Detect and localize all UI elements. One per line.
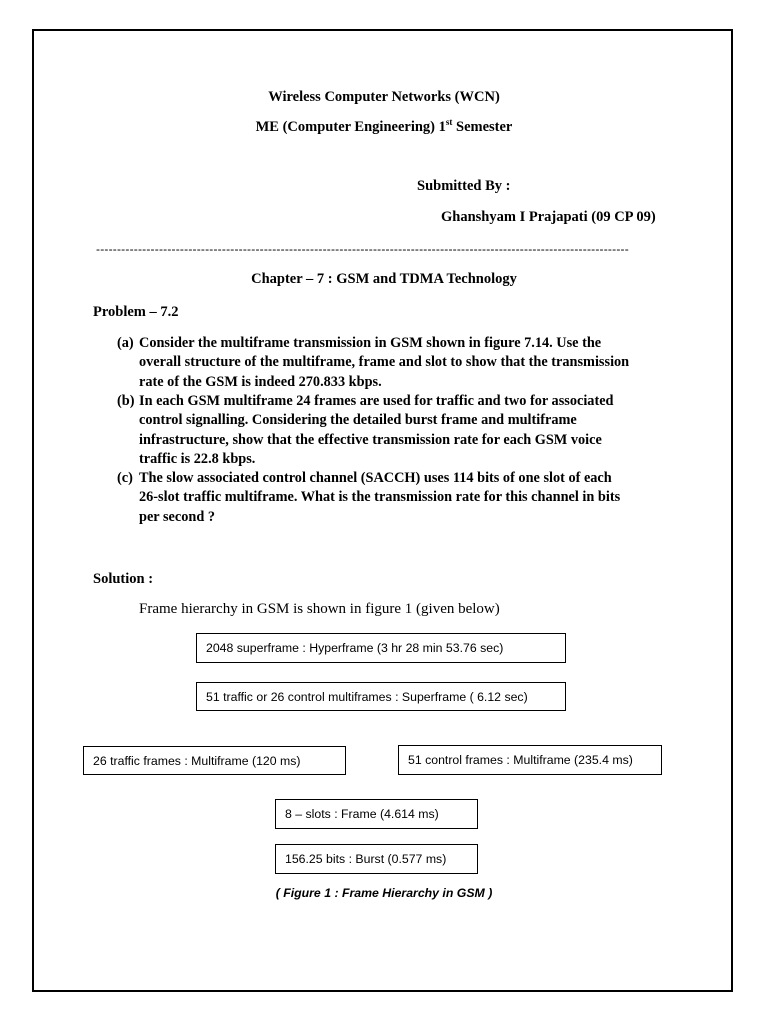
item-label: (c) — [117, 470, 133, 486]
item-text: The slow associated control channel (SACCH) uses 114 bits of one slot of each 26-slot traffic multiframe. What is the transmission rate for this channel in bits per second ? — [139, 470, 621, 525]
chapter-heading: Chapter – 7 : GSM and TDMA Technology — [251, 271, 517, 287]
figure-caption: ( Figure 1 : Frame Hierarchy in GSM ) — [275, 886, 493, 900]
problem-item-a — [117, 334, 677, 392]
item-label: (a) — [117, 335, 134, 351]
item-label: (b) — [117, 393, 135, 409]
author-name: Ghanshyam I Prajapati (09 CP 09) — [441, 209, 656, 225]
problem-item-b — [117, 392, 677, 469]
burst-box: 156.25 bits : Burst (0.577 ms) — [275, 844, 478, 874]
problem-heading: Problem – 7.2 — [93, 304, 179, 320]
course-title: Wireless Computer Networks (WCN) — [268, 89, 500, 105]
solution-heading: Solution : — [93, 571, 154, 587]
item-text: In each GSM multiframe 24 frames are used for traffic and two for associated control signalling. Considering the detailed burst frame and multiframe infrastructure, show that the effective transmission rate for each GSM voice traffic is 22.8 kbps. — [139, 393, 614, 467]
program-title: ME (Computer Engineering) 1st Semester — [255, 117, 513, 135]
traffic-multiframe-box: 26 traffic frames : Multiframe (120 ms) — [83, 746, 346, 775]
superframe-box: 51 traffic or 26 control multiframes : Superframe ( 6.12 sec) — [196, 682, 566, 711]
solution-intro: Frame hierarchy in GSM is shown in figure 1 (given below) — [139, 601, 500, 617]
problem-item-c — [117, 469, 677, 527]
hyperframe-box: 2048 superframe : Hyperframe (3 hr 28 min 53.76 sec) — [196, 633, 566, 663]
separator-line: ------------------------------------------------------------------------------------------------------------------------------- — [96, 242, 629, 256]
item-text: Consider the multiframe transmission in GSM shown in figure 7.14. Use the overall structure of the multiframe, frame and slot to show that the transmission rate of the GSM is indeed 270.833 kbps. — [139, 335, 630, 390]
frame-box: 8 – slots : Frame (4.614 ms) — [275, 799, 478, 829]
submitted-by-label: Submitted By : — [417, 178, 511, 194]
control-multiframe-box: 51 control frames : Multiframe (235.4 ms) — [398, 745, 662, 775]
